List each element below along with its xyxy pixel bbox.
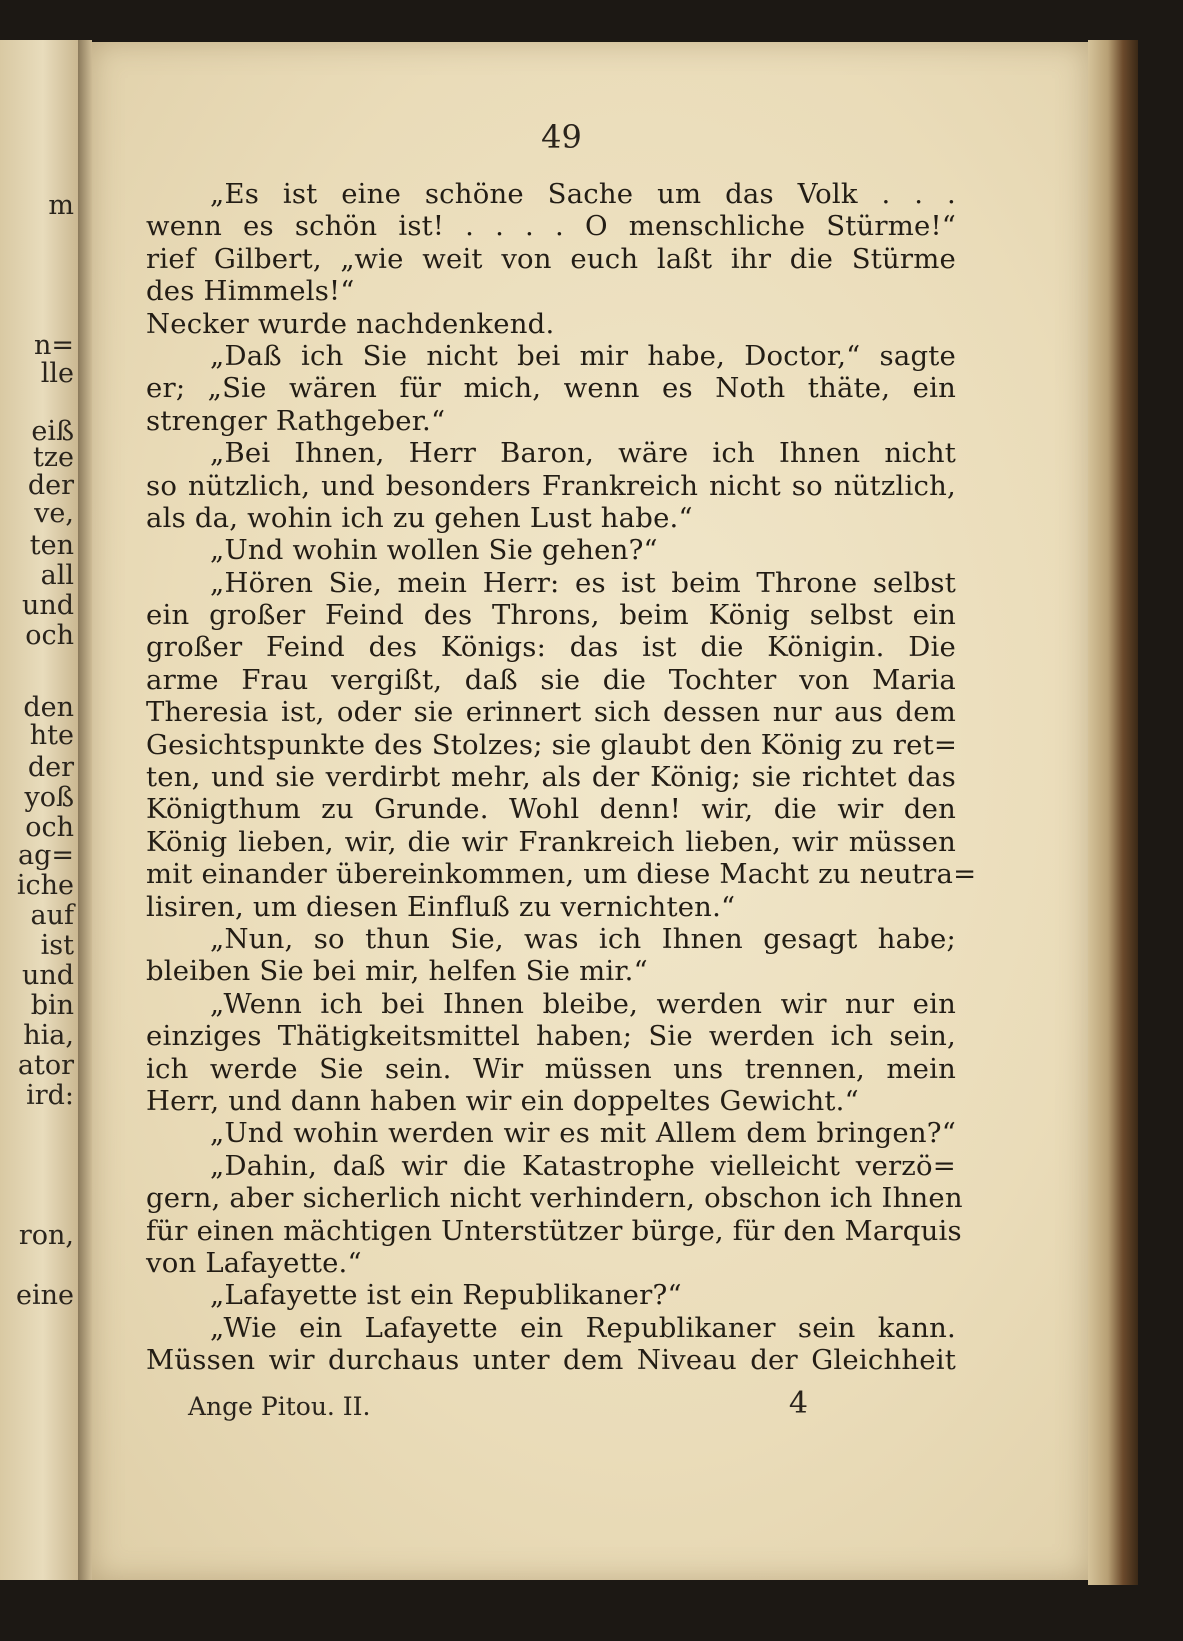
text-line: strenger Rathgeber.“ [146, 404, 446, 437]
text-line: Müssen wir durchaus unter dem Niveau der Gleichheit [146, 1344, 956, 1377]
text-line: „Nun, so thun Sie, was ich Ihnen gesagt habe; [210, 922, 956, 955]
previous-page-text-fragment: ve, [34, 498, 74, 529]
previous-page-text-fragment: och [25, 812, 74, 843]
previous-page-text-fragment: der [27, 470, 74, 501]
page-footer [188, 1386, 808, 1421]
text-line: so nützlich, und besonders Frankreich nicht so nützlich, [146, 469, 956, 502]
text-line: rief Gilbert, „wie weit von euch laßt ihr die Stürme [146, 242, 956, 275]
text-line: lisiren, um diesen Einfluß zu vernichten.“ [146, 890, 736, 923]
previous-page-text-fragment: ator [17, 1050, 74, 1081]
text-line: „Daß ich Sie nicht bei mir habe, Doctor,“ sagte [210, 339, 956, 372]
previous-page-text-fragment: iche [16, 870, 74, 901]
text-line: König lieben, wir, die wir Frankreich lieben, wir müssen [146, 825, 956, 858]
previous-page-text-fragment: tze [32, 442, 74, 473]
text-line: er; „Sie wären für mich, wenn es Noth thäte, ein [146, 372, 956, 405]
text-line: des Himmels!“ [146, 275, 355, 308]
previous-page-text-fragment: n= [33, 330, 74, 361]
text-line: wenn es schön ist! . . . . O menschliche Stürme!“ [146, 210, 956, 243]
previous-page-text-fragment: ten [29, 530, 74, 561]
book-gutter [78, 40, 92, 1580]
body-text [146, 178, 977, 1377]
text-line: Theresia ist, oder sie erinnert sich dessen nur aus dem [146, 696, 956, 729]
text-line: „Es ist eine schöne Sache um das Volk . . . [210, 178, 956, 210]
text-line: „Wie ein Lafayette ein Republikaner sein kann. [210, 1311, 956, 1344]
previous-page-text-fragment: lle [40, 358, 74, 389]
previous-page-text-fragment: hia, [23, 1020, 74, 1051]
previous-page-text-fragment: auf [30, 900, 74, 931]
previous-page-text-fragment: und [21, 590, 74, 621]
previous-page-text-fragment: all [40, 560, 74, 591]
text-line: „Lafayette ist ein Republikaner?“ [210, 1279, 682, 1312]
text-line: ich werde Sie sein. Wir müssen uns trennen, mein [146, 1052, 956, 1085]
previous-page-text-fragment: und [21, 960, 74, 991]
previous-page-text-fragment: hte [29, 720, 74, 751]
text-line: Herr, und dann haben wir ein doppeltes Gewicht.“ [146, 1084, 859, 1117]
text-line: Necker wurde nachdenkend. [146, 307, 555, 340]
text-line: ein großer Feind des Throns, beim König selbst ein [146, 599, 956, 632]
page-number: 49 [541, 118, 582, 156]
text-line: gern, aber sicherlich nicht verhindern, obschon ich Ihnen [146, 1182, 963, 1215]
previous-page-text-fragment: yoß [24, 782, 74, 813]
previous-page-text-fragment: bin [30, 990, 74, 1021]
signature-mark: 4 [788, 1386, 808, 1421]
text-line: „Und wohin werden wir es mit Allem dem bringen?“ [210, 1117, 956, 1150]
text-line: „Wenn ich bei Ihnen bleibe, werden wir nur ein [210, 987, 956, 1020]
text-line: Gesichtspunkte des Stolzes; sie glaubt den König zu ret= [146, 728, 958, 761]
footer-title: Ange Pitou. II. [188, 1392, 371, 1421]
text-line: mit einander übereinkommen, um diese Macht zu neutra= [146, 858, 977, 891]
previous-page-text-fragment: m [48, 190, 74, 221]
text-line: für einen mächtigen Unterstützer bürge, für den Marquis [146, 1214, 962, 1247]
text-line: ten, und sie verdirbt mehr, als der König; sie richtet das [146, 761, 956, 794]
previous-page-text-fragment: och [25, 620, 74, 651]
previous-page-text-fragment: den [23, 692, 74, 723]
text-line: arme Frau vergißt, daß sie die Tochter von Maria [146, 663, 956, 696]
text-line: „Und wohin wollen Sie gehen?“ [210, 534, 658, 567]
text-line: „Dahin, daß wir die Katastrophe vielleicht verzö= [210, 1149, 956, 1182]
text-line: „Bei Ihnen, Herr Baron, wäre ich Ihnen nicht [210, 437, 956, 470]
text-line: einziges Thätigkeitsmittel haben; Sie werden ich sein, [146, 1020, 956, 1053]
previous-page-edge [0, 40, 78, 1580]
previous-page-text-fragment: ag= [17, 840, 74, 871]
text-line: als da, wohin ich zu gehen Lust habe.“ [146, 501, 693, 534]
previous-page-text-fragment: der [27, 752, 74, 783]
previous-page-text-fragment: ird: [26, 1080, 74, 1111]
text-line: großer Feind des Königs: das ist die Königin. Die [146, 631, 956, 664]
previous-page-text-fragment: eine [16, 1280, 74, 1311]
previous-page-text-fragment: ist [40, 930, 74, 961]
previous-page-text-fragment: ron, [18, 1220, 74, 1251]
text-line: bleiben Sie bei mir, helfen Sie mir.“ [146, 955, 648, 988]
text-line: Königthum zu Grunde. Wohl denn! wir, die wir den [146, 793, 956, 826]
previous-page-text-fragment: eiß [31, 416, 74, 447]
text-line: von Lafayette.“ [146, 1246, 362, 1279]
book-cover-edge [1088, 40, 1138, 1585]
text-line: „Hören Sie, mein Herr: es ist beim Throne selbst [210, 566, 956, 599]
